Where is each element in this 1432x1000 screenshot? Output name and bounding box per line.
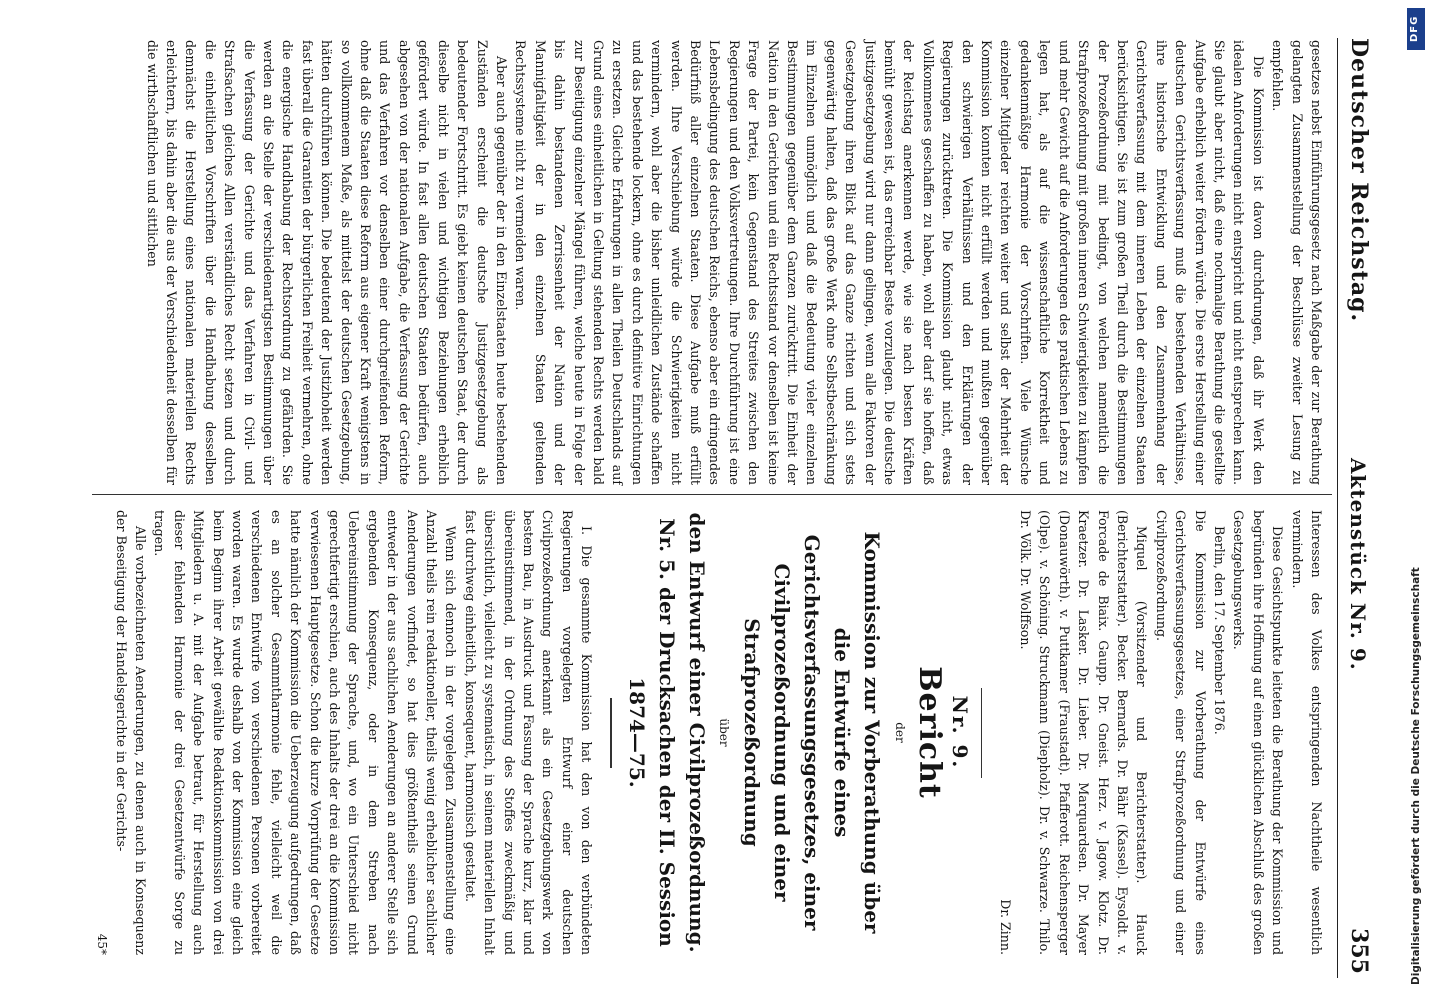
report-der: der (893, 722, 908, 743)
left-column (142, 40, 1326, 485)
signers-last: Dr. Zinn. (998, 899, 1014, 955)
column-divider (92, 494, 1332, 495)
commission-title: Kommission zur Vorberathung über die Entwürfe eines Gerichtsverfassungsgesetzes, einer Civilprozeßordnung und einer Strafprozeßordnung (740, 531, 885, 934)
section-divider (981, 688, 983, 778)
header-document-number: Aktenstück Nr. 9. (1346, 458, 1370, 671)
paragraph: Wenn sich dennoch in der vorgelegten Zusammenstellung eine Anzahl theils rein redaktioneller, theils wenig erheblicher sachlicher Aenderungen vorfindet, so hat dies größtentheils seinen Grund entweder in der aus sachlichen Aenderungen an anderer Stelle sich ergebenden Konsequenz, oder in dem Streben nach Uebereinstimmung der Sprache, und, wo ein Unterschied nicht gerechtfertigt erschien, auch des Inhalts der drei an die Kommission verwiesenen Hauptgesetze. Schon die kurze Vorprüfung der Gesetze hatte nämlich der Kommission die Ueberzeugung aufgedrungen, daß es an solcher Gesammtharmonie fehle, vielleicht weil die verschiedenen Entwürfe von verschiedenen Personen vorbereitet worden waren. Es wurde deshalb von der Kommission eine gleich beim Beginn ihrer Arbeit gewählte Redaktionskommission von drei Mitgliedern u. A. mit der Aufgabe betraut, für Herstellung auch dieser fehlenden Harmonie der drei Gesetzentwürfe Sorge zu tragen. (152, 510, 459, 955)
signers-list: Miquel (Vorsitzender und Berichterstatter). Hauck (Berichterstatter). Becker. Bernards. Dr. Bähr (Kassel). Eysoldt. v. Forcade de Biaix. Gaupp. Dr. Gneist. Herz. v. Jagow. Klotz. Dr. Kraetzer. Dr. Lasker. Dr. Lieber. Dr. Marquardsen. Dr. Mayer (Donauwörth). v. Puttkamer (Fraustadt). Pfafferott. Reichensperger (Olpe). v. Schöning. Struckmann (Diepholz). Dr. v. Schwarze. Thilo. Dr. Völk. Dr. Wolffson. (1017, 510, 1150, 955)
date-line: Berlin, den 17. September 1876. (1211, 526, 1227, 735)
dfg-logo-text: DFG (1409, 15, 1420, 42)
report-title-block (622, 510, 972, 955)
draft-title: den Entwurf einer Civilprozeßordnung. Nr. 5. der Drucksachen der II. Session 1874—75. (624, 512, 709, 953)
paragraph: Interessen des Volkes entspringenden Nachtheile wesentlich vermindern. (1289, 510, 1324, 955)
page-number: 355 (1346, 928, 1372, 974)
section-divider (610, 698, 612, 768)
paragraph: gesetzes nebst Einführungsgesetz nach Maßgabe der zur Berathung gelangten Zusammenstellung der Beschlüsse zweiter Lesung zu empfehlen. (1270, 40, 1324, 485)
running-header (1337, 38, 1378, 978)
paragraph: Diese Gesichtspunkte leiteten die Berathung der Kommission und begründen ihre Hoffnung auf einen glücklichen Abschluß des großen Gesetzgebungswerks. (1231, 510, 1286, 955)
report-number: Nr. 9. (947, 695, 972, 770)
header-publication: Deutscher Reichstag. (1346, 38, 1372, 323)
paragraph: Die Kommission ist davon durchdrungen, daß ihr Werk den idealen Anforderungen nicht entspricht und nicht entsprechen kann. Sie glaubt aber nicht, daß eine nochmalige Berathung die gestellte Aufgabe erheblich weiter fördern würde. Die erste Herstellung einer deutschen Gerichtsverfassung muß die bestehenden Verhältnisse, ihre historische Entwicklung und den Zusammenhang der Gerichtsverfassung mit dem inneren Leben der einzelnen Staaten berücksichtigen. Sie ist zum großen Theil durch die Bestimmungen der Prozeßordnung mit bedingt, von welchen namentlich die Strafprozeßordnung mit großen inneren Schwierigkeiten zu kämpfen und mehr Gewicht auf die Anforderungen des praktischen Lebens zu legen hat, als auf die wissenschaftliche Korrektheit und gedankenmäßige Harmonie der Vorschriften. Viele Wünsche einzelner Mitglieder reichten weiter und selbst der Mehrheit der Kommission konnten nicht erfüllt werden und mußten gegenüber den schwierigen Verhältnissen und den Erklärungen der Regierungen zurücktreten. Die Kommission glaubt nicht, etwas Vollkommenes geschaffen zu haben, wohl aber darf sie hoffen, daß der Reichstag anerkennen werde, wie sie nach besten Kräften bemüht gewesen ist, das erreichbar Beste vorzulegen. Die deutsche Justizgesetzgebung wird nur dann gelingen, wenn alle Faktoren der Gesetzgebung ihren Blick auf das Ganze richten und sich stets gegenwärtig halten, daß das große Werk ohne Selbstbeschränkung im Einzelnen unmöglich und daß die Bedeutung vieler einzelnen Bestimmungen gegenüber dem Ganzen zurücktritt. Die Einheit der Nation in den Gerichten und ein Rechtsstand vor denselben ist keine Frage der Partei, kein Gegenstand des Streites zwischen den Regierungen und den Volksvertretungen. Ihre Durchführung ist eine Lebensbedingung des deutschen Reichs, ebenso aber ein dringendes Bedürfniß aller einzelnen Staaten. Diese Aufgabe muß erfüllt werden. Ihre Verschiebung würde die Schwierigkeiten nicht vermindern, wohl aber die bisher unleidlichen Zustände schaffen und das bestehende lockern, ohne es durch definitive Einrichtungen zu ersetzen. Gleiche Erfahrungen in allen Theilen Deutschlands auf Grund eines einheitlichen in Geltung stehenden Rechts werden bald zur Beseitigung einzelner Mängel führen, welche heute in Folge der bis dahin bestandenen Zerrissenheit der Nation und der Mannigfaltigkeit der in den einzelnen Staaten geltenden Rechtssysteme nicht zu vermeiden waren. (513, 40, 1266, 485)
rotated-document (88, 28, 1378, 988)
paragraph: Alle vorbezeichneten Aenderungen, zu denen auch in Konsequenz der Beseitigung der Handelsgerichte in der Gerichts- (113, 510, 148, 955)
right-column (92, 510, 1326, 955)
report-ueber: über (717, 718, 732, 747)
commission-signature-heading: Die Kommission zur Vorberathung der Entwürfe eines Gerichtsverfassungsgesetzes, einer Strafprozeßordnung und einer Civilprozeßordnung. (1153, 510, 1208, 955)
signature-mark: 45* (95, 933, 110, 955)
report-title: Bericht (912, 666, 948, 799)
paragraph: I. Die gesammte Kommission hat den von den verbündeten Regierungen vorgelegten Entwurf einer deutschen Civilprozeßordnung anerkannt als ein Gesetzgebungswerk von bestem Bau, in Ausdruck und Fassung der Sprache kurz, klar und übereinstimmend, in der Ordnung des Stoffes zweckmäßig und übersichtlich, vielleicht zu systematisch, in seinem materiellen Inhalt fast durchweg einheitlich, konsequent, harmonisch gestaltet. (462, 510, 595, 955)
digitization-credit: Digitalisierung gefördert durch die Deutsche Forschungsgemeinschaft (1410, 567, 1422, 985)
paragraph: Aber auch gegenüber der in den Einzelstaaten heute bestehenden Zuständen erscheint die deutsche Justizgesetzgebung als bedeutender Fortschritt. Es giebt keinen deutschen Staat, der durch dieselbe nicht in vielen und wichtigen Beziehungen erheblich gefördert würde. In fast allen deutschen Staaten bedürfen, auch abgesehen von der nationalen Aufgabe, die Verfassung der Gerichte und das Verfahren vor denselben einer durchgreifenden Reform, ohne daß die Staaten diese Reform aus eigener Kraft wenigstens in so vollkommenem Maße, als mittelst der deutschen Gesetzgebung, hätten durchführen können. Die bedeutend der Justizhoheit werden fast überall die Garantien der bürgerlichen Freiheit vermehren, ohne die energische Handhabung der Rechtsordnung zu gefährden. Sie werden an die Stelle der verschiedenartigsten Bestimmungen über die Verfassung der Gerichte und das Verfahren in Civil- und Strafsachen gleiches Allen verständliches Recht setzen und durch die einheitlichen Vorschriften über die Handhabung desselben demnächst die Herstellung eines nationalen materiellen Rechts erleichtern, bis dahin aber die aus der Verschiedenheit desselben für die wirthschaftlichen und sittlichen (144, 40, 509, 485)
dfg-logo (1407, 8, 1425, 50)
